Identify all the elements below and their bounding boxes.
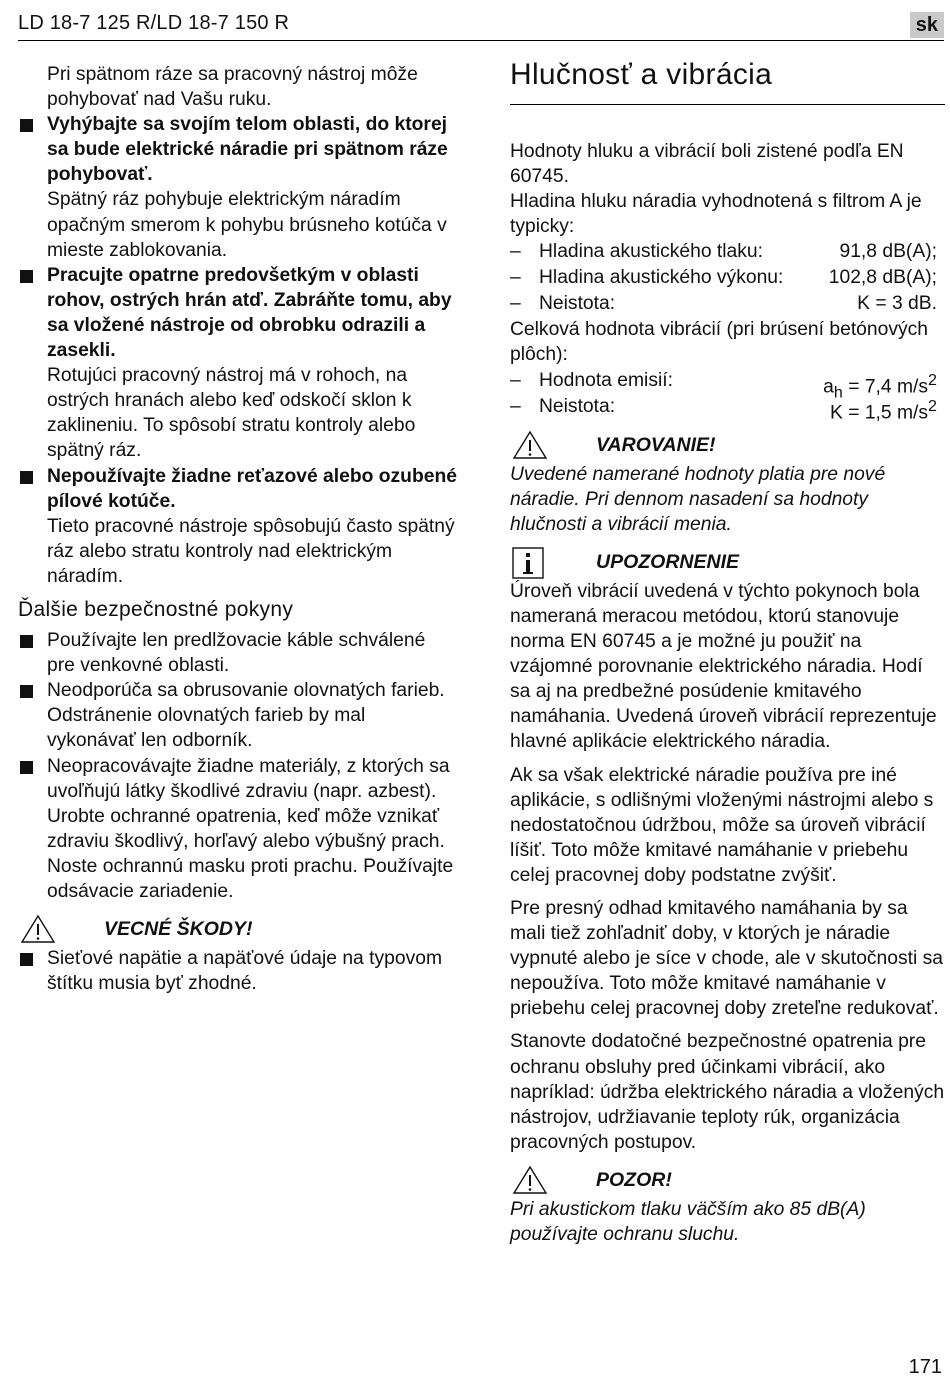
noise-row: – Neistota: K = 3 dB. <box>510 291 945 317</box>
vibration-label: Neistota: <box>539 395 616 417</box>
noise-label: Hladina akustického tlaku: <box>539 241 764 263</box>
list-item-text: Sieťové napätie a napäťové údaje na typovom štítku musia byť zhodné. <box>47 948 443 995</box>
list-item-text: Rotujúci pracovný nástroj má v rohoch, na ostrých hranách alebo keď odskočí sklon k zaklineniu. To spôsobí stratu kontroly alebo spätný ráz. <box>47 365 416 462</box>
list-item-bold: Nepoužívajte žiadne reťazové alebo ozubené pílové kotúče. <box>47 465 457 512</box>
list-item-bold: Vyhýbajte sa svojím telom oblasti, do ktorej sa bude elektrické náradie pri spätnom ráze pohybovať. <box>47 114 448 186</box>
paragraph: Pre presný odhad kmitavého namáhania by sa mali tiež zohľadniť doby, v ktorých je náradie vypnuté alebo je síce v chode, ale v skutočnosti sa nepoužíva. Toto môže kmitavé namáhanie v priebehu celej pracovnej doby zreteľne redukovať. <box>510 897 944 1020</box>
section-subheading: Ďalšie bezpečnostné pokyny <box>18 597 294 621</box>
list-item-text: Používajte len predlžovacie káble schválené pre venkovné oblasti. <box>47 630 426 677</box>
noise-value: 91,8 dB(A); <box>839 241 937 263</box>
paragraph: Úroveň vibrácií uvedená v týchto pokynoch bola nameraná meracou metódou, ktorú stanovuje norma EN 60745 a je možné ju použiť na vzájomné porovnanie elektrického náradia. Hodí sa aj na predbežné posúdenie kmitavého namáhania. Uvedená úroveň vibrácií reprezentuje hlavné aplikácie elektrického náradia. <box>510 580 937 753</box>
warning-triangle-icon <box>512 430 548 460</box>
caution-label: POZOR! <box>596 1168 672 1191</box>
notice-label: UPOZORNENIE <box>596 550 740 573</box>
list-item <box>18 678 458 753</box>
intro-text: Pri spätnom ráze sa pracovný nástroj môže pohybovať nad Vašu ruku. <box>47 64 418 111</box>
noise-value: K = 3 dB. <box>857 293 937 315</box>
list-item <box>18 946 458 996</box>
warning-triangle-icon <box>512 1165 548 1195</box>
left-column <box>18 62 458 996</box>
right-column <box>510 58 945 1247</box>
list-item <box>18 628 458 678</box>
damage-notice <box>18 914 458 944</box>
list-item <box>18 263 458 464</box>
section-title: Hlučnosť a vibrácia <box>510 62 945 105</box>
list-item-text: Spätný ráz pohybuje elektrickým náradím opačným smerom k pohybu brúsneho kotúča v mieste zablokovania. <box>47 189 447 261</box>
vibration-value: K = 1,5 $m/s^2$ <box>829 396 937 423</box>
info-icon <box>512 547 544 579</box>
caution-notice <box>510 1165 945 1195</box>
header-title: LD 18-7 125 R/LD 18-7 150 R <box>18 12 290 34</box>
warning-triangle-icon <box>20 914 56 944</box>
warning-text: Uvedené namerané hodnoty platia pre nové náradie. Pri dennom nasadení sa hodnoty hlučnosti a vibrácií menia. <box>510 463 886 535</box>
vibration-row: – Neistota: K = 1,5 $m/s^2$ <box>510 394 945 420</box>
list-item-text: Neopracovávajte žiadne materiály, z ktorých sa uvoľňujú látky škodlivé zdraviu (napr. azbest). Urobte ochranné opatrenia, keď môže vznikať zdraviu škodlivý, horľavý alebo výbušný prach. Noste ochrannú masku proti prachu. Používajte odsávacie zariadenie. <box>47 755 454 902</box>
paragraph: Hladina hluku náradia vyhodnotená s filtrom A je typicky: <box>510 191 922 238</box>
noise-label: Neistota: <box>539 293 616 315</box>
paragraph: Ak sa však elektrické náradie používa pre iné aplikácie, s odlišnými vloženými nástrojmi alebo s nedostatočnou údržbou, môže sa úroveň vibrácií líšiť. Toto môže kmitavé namáhanie v priebehu celej pracovnej doby podstatne zvýšiť. <box>510 764 934 886</box>
list-item-bold: Pracujte opatrne predovšetkým v oblasti rohov, ostrých hrán atď. Zabráňte tomu, aby sa vložené nástroje od obrobku odrazili a zasekli. <box>47 264 452 362</box>
list-item <box>18 112 458 263</box>
noise-label: Hladina akustického výkonu: <box>539 267 784 289</box>
list-item-text: Neodporúča sa obrusovanie olovnatých farieb. Odstránenie olovnatých farieb by mal vykonávať len odborník. <box>47 680 445 752</box>
list-item <box>18 464 458 589</box>
info-notice <box>510 547 945 577</box>
vibration-row: – Hodnota emisií: $a_h = 7,4$ $m/s^2$ <box>510 368 945 394</box>
damage-label: VECNÉ ŠKODY! <box>104 918 253 941</box>
noise-value: 102,8 dB(A); <box>828 267 937 289</box>
page-number: 171 <box>908 1356 942 1378</box>
noise-row: – Hladina akustického tlaku: 91,8 dB(A); <box>510 239 945 265</box>
paragraph: Celková hodnota vibrácií (pri brúsení betónových plôch): <box>510 319 928 366</box>
caution-text: Pri akustickom tlaku väčším ako 85 dB(A) používajte ochranu sluchu. <box>510 1198 866 1245</box>
list-item <box>18 754 458 905</box>
warning-notice <box>510 430 945 460</box>
paragraph: Stanovte dodatočné bezpečnostné opatrenia pre ochranu obsluhy pred účinkami vibrácií, ako napríklad: údržba elektrického náradia a vložených nástrojov, udržiavanie teploty rúk, organizácia pracovných postupov. <box>510 1031 945 1153</box>
vibration-label: Hodnota emisií: <box>539 369 673 391</box>
page-header <box>18 8 944 41</box>
language-badge: sk <box>910 12 944 38</box>
noise-row: – Hladina akustického výkonu: 102,8 dB(A); <box>510 265 945 291</box>
warning-label: VAROVANIE! <box>596 433 716 456</box>
list-item-text: Tieto pracovné nástroje spôsobujú často spätný ráz alebo stratu kontroly nad elektrickým náradím. <box>47 515 455 587</box>
paragraph: Hodnoty hluku a vibrácií boli zistené podľa EN 60745. <box>510 141 904 188</box>
vibration-value: $a_h = 7,4$ $m/s^2$ <box>823 370 937 401</box>
